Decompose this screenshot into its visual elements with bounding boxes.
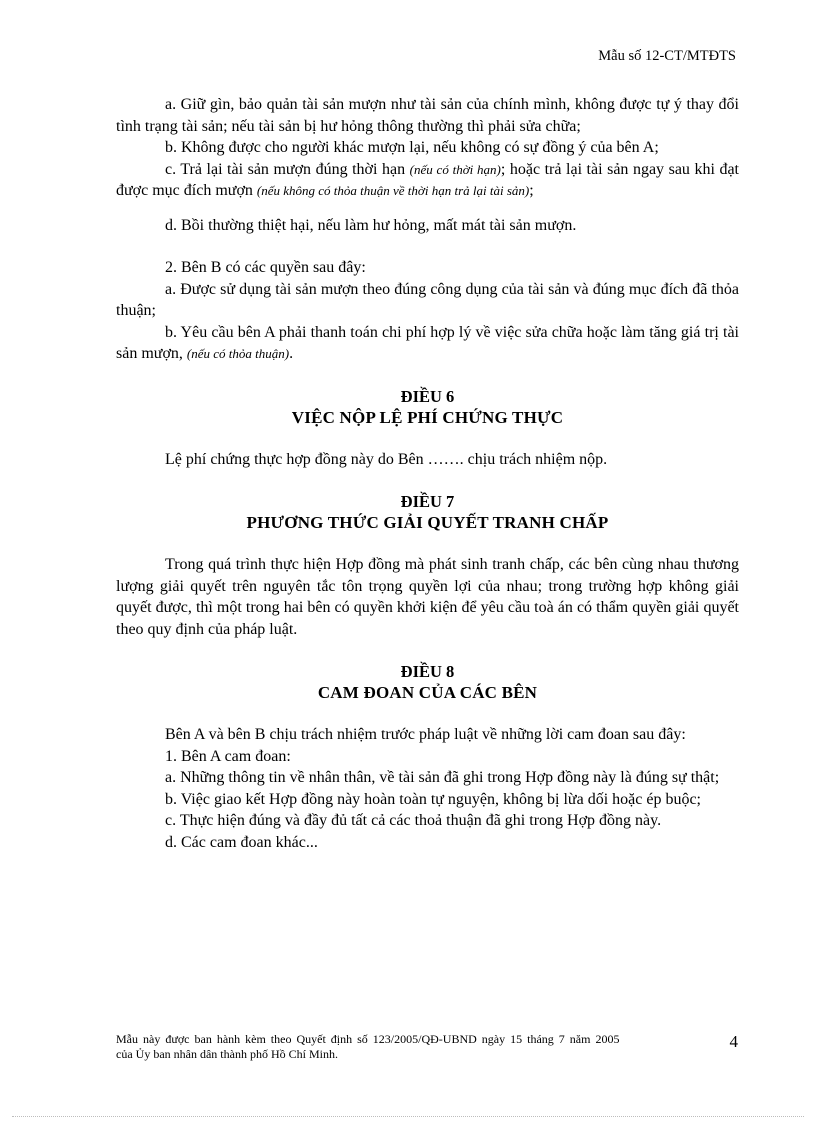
article-8-sub1: 1. Bên A cam đoan: — [165, 747, 291, 765]
article-6-heading: ĐIỀU 6 — [400, 386, 455, 406]
page-number: 4 — [729, 1032, 738, 1051]
obligation-c-end: ; — [529, 182, 534, 199]
rights-a: a. Được sử dụng tài sản mượn theo đúng công dụng của tài sản và đúng mục đích đã thỏa thuận; — [116, 280, 739, 319]
footer-note — [116, 1032, 706, 1061]
article-8-intro: Bên A và bên B chịu trách nhiệm trước pháp luật về những lời cam đoan sau đây: — [165, 726, 686, 743]
obligation-a: a. Giữ gìn, bảo quản tài sản mượn như tài sản của chính mình, không được tự ý thay đổi tình trạng tài sản; nếu tài sản bị hư hỏng thông thường thì phải sửa chữa; — [116, 96, 739, 135]
obligation-c-note-1: (nếu có thời hạn) — [409, 161, 501, 177]
article-8-heading: ĐIỀU 8 — [400, 662, 455, 681]
page-bottom-divider — [12, 1116, 804, 1117]
obligation-d: d. Bồi thường thiệt hại, nếu làm hư hỏng, mất mát tài sản mượn. — [165, 216, 577, 234]
article-7-text: Trong quá trình thực hiện Hợp đồng mà phát sinh tranh chấp, các bên cùng nhau thương lượng giải quyết trên nguyên tắc tôn trọng quyền lợi của nhau; trong trường hợp không giải quyết được, thì một trong hai bên có quyền khởi kiện để yêu cầu toà án có thẩm quyền giải quyết theo quy định của pháp luật. — [116, 556, 739, 638]
article-7-title: PHƯƠNG THỨC GIẢI QUYẾT TRANH CHẤP — [246, 513, 609, 532]
footer-line-2: của Ủy ban nhân dân thành phố Hồ Chí Minh. — [116, 1046, 338, 1061]
document-body — [116, 94, 739, 853]
article-8-title: CAM ĐOAN CỦA CÁC BÊN — [317, 683, 538, 702]
article-8-d: d. Các cam đoan khác... — [165, 833, 318, 851]
article-6-header — [116, 386, 739, 428]
rights-title: 2. Bên B có các quyền sau đây: — [165, 259, 366, 276]
article-8-header — [116, 661, 739, 703]
article-7-header — [116, 491, 739, 533]
obligation-c-text-1: c. Trả lại tài sản mượn đúng thời hạn — [165, 160, 410, 178]
rights-b — [116, 322, 739, 365]
article-8-c: c. Thực hiện đúng và đầy đủ tất cả các thoả thuận đã ghi trong Hợp đồng này. — [165, 812, 662, 829]
article-7-heading: ĐIỀU 7 — [400, 492, 455, 511]
footer-line-1: Mẫu này được ban hành kèm theo Quyết định số 123/2005/QĐ-UBND ngày 15 tháng 7 năm 2005 — [116, 1032, 620, 1046]
rights-b-note: (nếu có thỏa thuận) — [186, 346, 290, 361]
obligation-c-text-2: ; hoặc trả lại tài sản ngay sau khi đạt được mục đích mượn — [116, 160, 739, 199]
rights-b-end: . — [289, 345, 294, 362]
article-8-b: b. Việc giao kết Hợp đồng này hoàn toàn tự nguyện, không bị lừa dối hoặc ép buộc; — [165, 790, 701, 808]
obligation-c-note-2: (nếu không có thỏa thuận về thời hạn trả lại tài sản) — [256, 183, 530, 198]
article-6-text: Lệ phí chứng thực hợp đồng này do Bên ……. chịu trách nhiệm nộp. — [165, 450, 608, 468]
rights-b-text: b. Yêu cầu bên A phải thanh toán chi phí hợp lý về việc sửa chữa hoặc làm tăng giá trị tài sản mượn, — [116, 323, 739, 362]
obligation-c — [116, 159, 739, 202]
article-6-title: VIỆC NỘP LỆ PHÍ CHỨNG THỰC — [291, 407, 564, 427]
article-8-a: a. Những thông tin về nhân thân, về tài sản đã ghi trong Hợp đồng này là đúng sự thật; — [165, 769, 720, 786]
form-code: Mẫu số 12-CT/MTĐTS — [598, 48, 736, 64]
obligation-b: b. Không được cho người khác mượn lại, nếu không có sự đồng ý của bên A; — [165, 139, 659, 156]
